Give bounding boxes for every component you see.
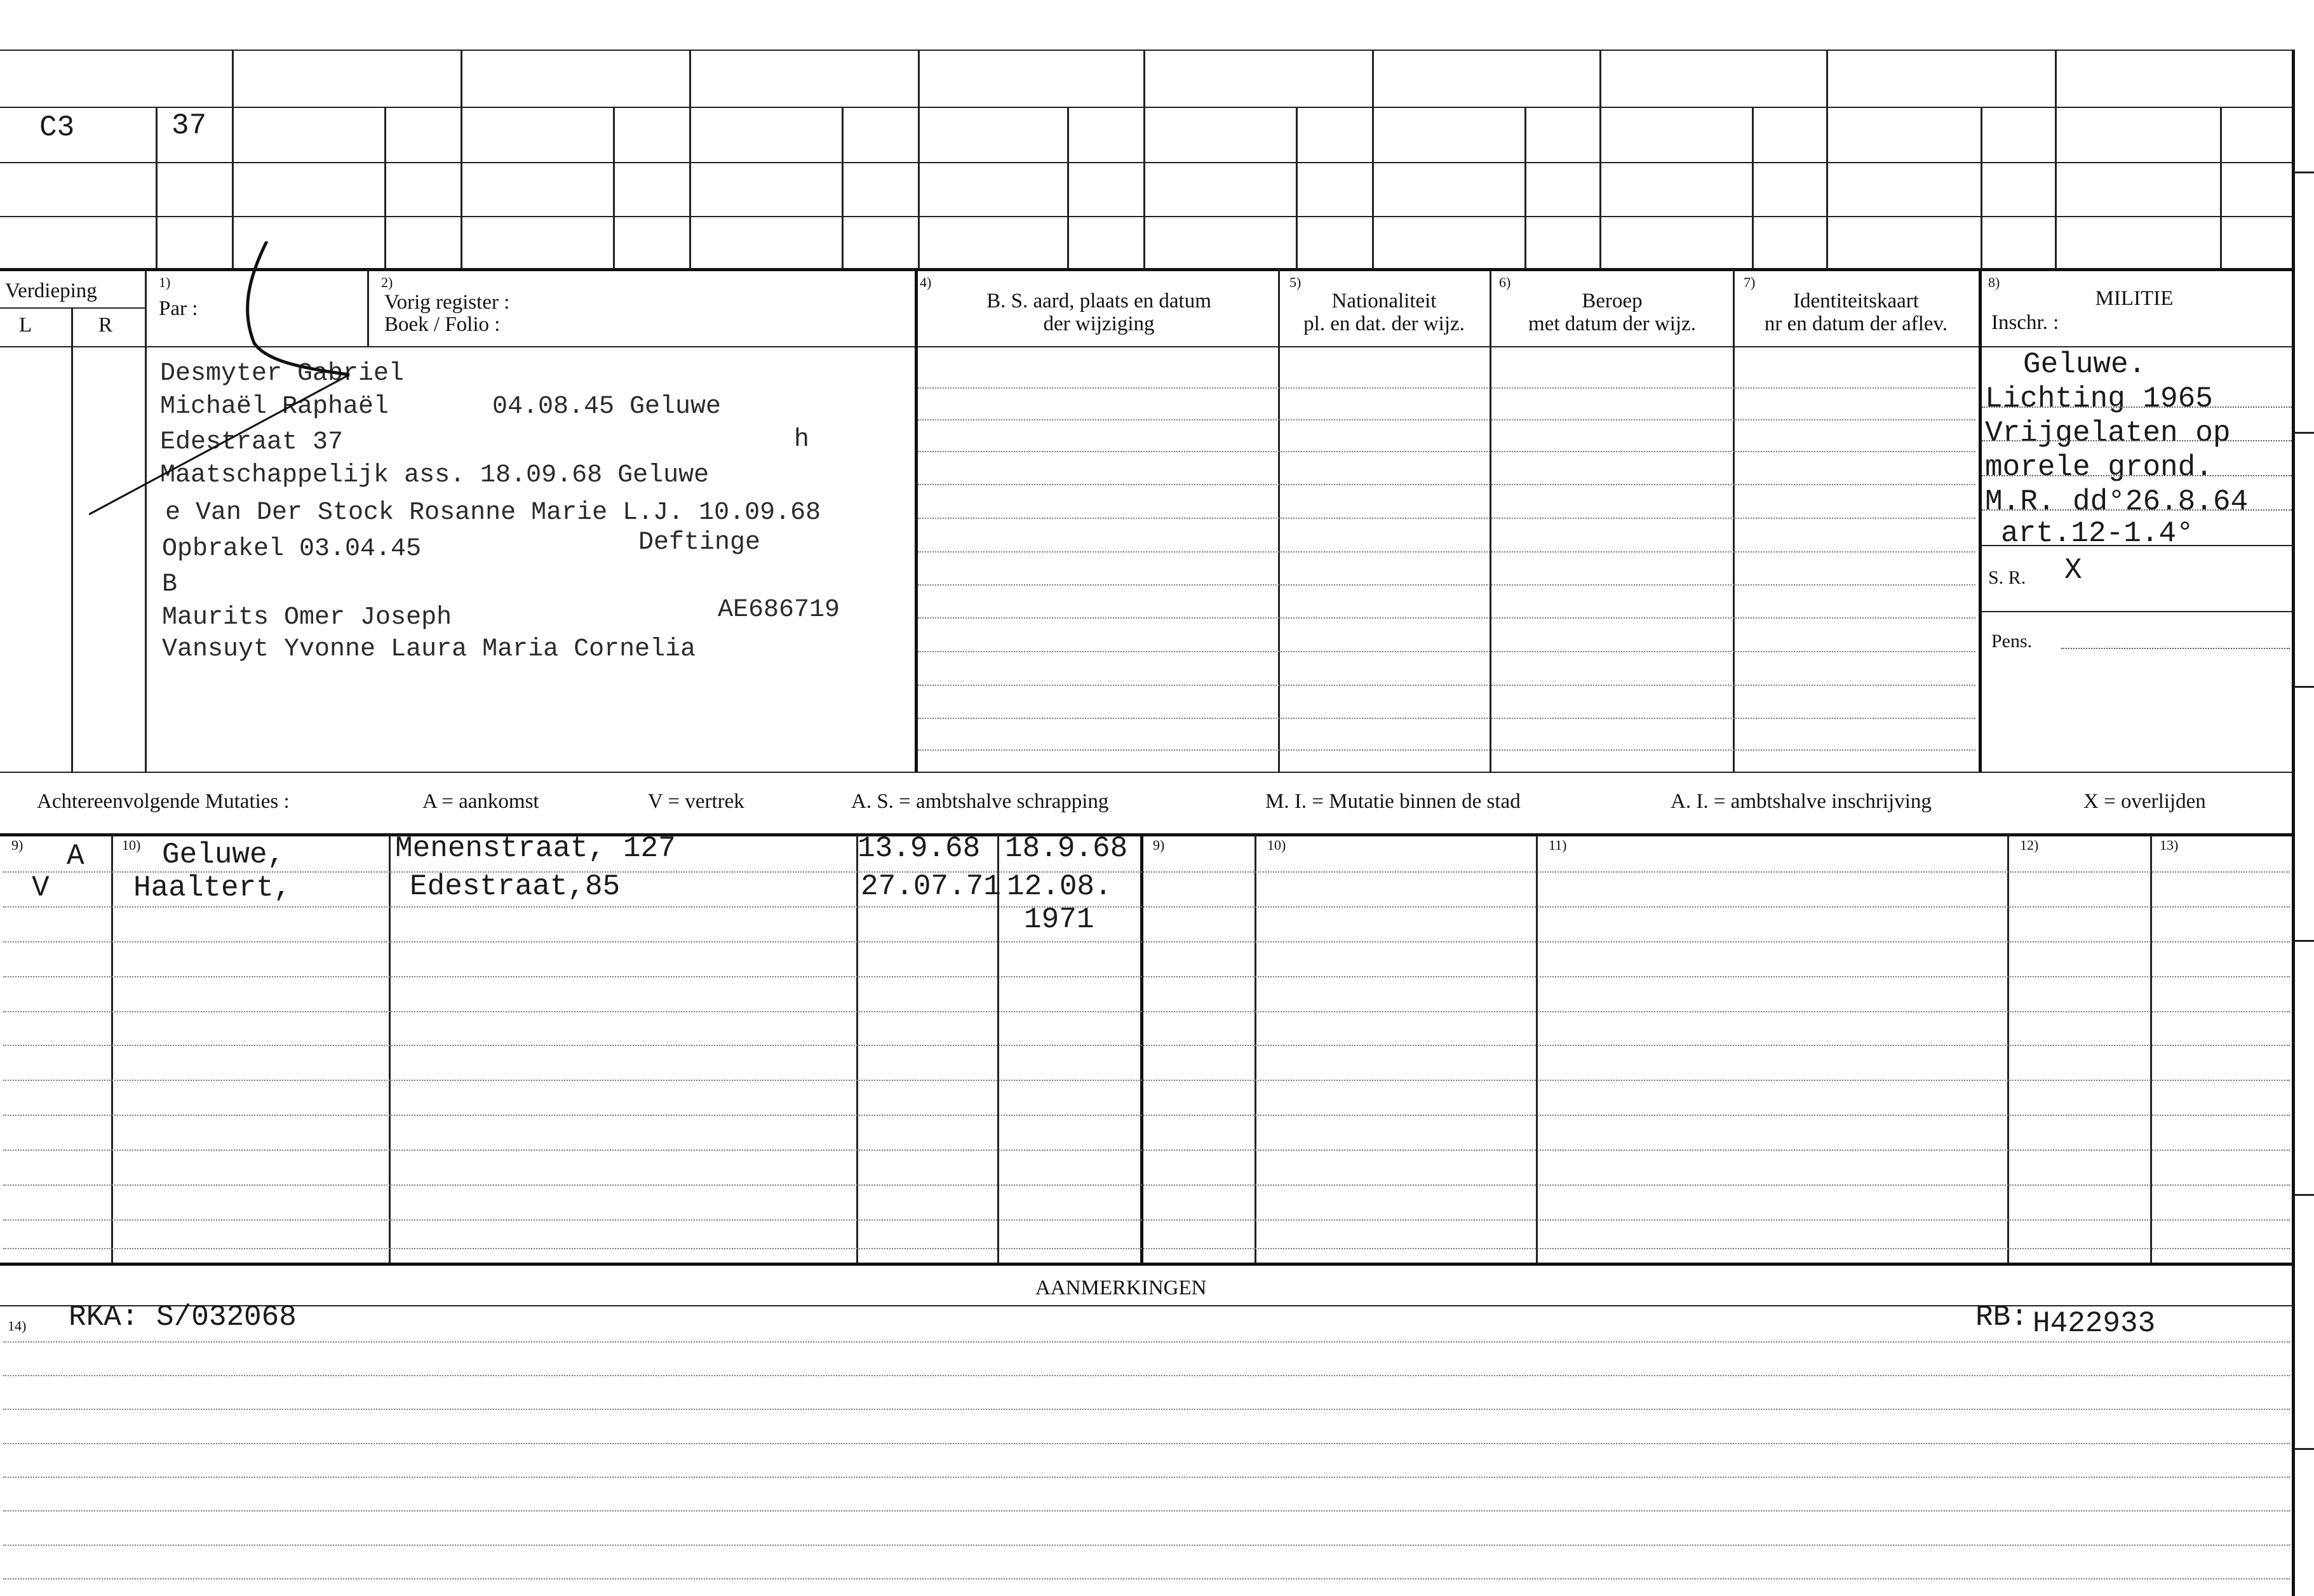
aanm-number-14: 14) <box>8 1318 27 1334</box>
par-label: Par : <box>159 297 198 320</box>
col-divider <box>1490 270 1491 773</box>
person-father: Maurits Omer Joseph <box>162 603 452 632</box>
dotted-rule <box>918 387 1975 389</box>
militie-rule <box>1982 545 2292 546</box>
grid-vline <box>232 51 234 269</box>
field-number-8: 8) <box>1988 274 2000 290</box>
grid-vline <box>1826 51 1828 269</box>
bs-header-line2: der wijziging <box>1043 312 1155 335</box>
mutations-top-line <box>0 833 2293 836</box>
militie-mr: M.R. dd°26.8.64 <box>1985 485 2249 518</box>
rb-value: H422933 <box>2033 1307 2156 1340</box>
boek-folio-label: Boek / Folio : <box>384 313 501 336</box>
beroep-header: Beroep <box>1582 290 1643 312</box>
aanmerkingen-title: AANMERKINGEN <box>1035 1277 1207 1299</box>
grid-vline <box>1981 107 1982 269</box>
mut-row2-place: Haaltert, <box>133 871 292 904</box>
militie-vrijgelaten: Vrijgelaten op <box>1985 417 2231 450</box>
mut-dotted-rule <box>3 1115 2290 1116</box>
dotted-rule <box>918 749 1975 751</box>
verdieping-label: Verdieping <box>5 279 97 302</box>
person-mark-b: B <box>162 570 178 599</box>
grid-vline <box>918 51 920 269</box>
mut-col-divider <box>856 835 858 1263</box>
mut-row2-date2-year: 1971 <box>1024 903 1094 936</box>
mut-col-divider <box>389 835 391 1263</box>
grid-vline <box>1599 51 1601 269</box>
field-number-4: 4) <box>920 274 932 290</box>
mut-dotted-rule <box>3 906 2290 908</box>
person-mark-h: h <box>794 426 810 454</box>
dotted-rule <box>918 617 1975 619</box>
militie-lichting: Lichting 1965 <box>1985 382 2213 415</box>
col-divider <box>915 270 918 773</box>
aanm-dotted-rule <box>3 1578 2290 1579</box>
edge-tick <box>2294 1194 2314 1196</box>
militie-rule <box>1982 406 2292 408</box>
top-border <box>0 50 2293 51</box>
person-address: Edestraat 37 <box>160 428 344 457</box>
sr-label: S. R. <box>1988 567 2026 588</box>
field-number-6: 6) <box>1499 274 1511 290</box>
col-l-r-divider <box>71 307 73 772</box>
dotted-rule <box>918 551 1975 553</box>
mut-col-divider <box>1140 835 1143 1263</box>
mut-col-divider <box>1536 835 1538 1263</box>
mut-row2-date2: 12.08. <box>1007 870 1112 903</box>
grid-vline <box>689 51 691 269</box>
sr-value: X <box>2064 554 2082 587</box>
aanm-dotted-rule <box>3 1545 2290 1546</box>
edge-tick <box>2294 432 2314 434</box>
dotted-rule <box>918 419 1975 420</box>
nationaliteit-header: Nationaliteit <box>1331 290 1437 312</box>
mut-dotted-rule <box>3 1184 2290 1186</box>
dotted-rule <box>918 518 1975 519</box>
dotted-rule <box>918 685 1975 686</box>
dotted-rule <box>918 451 1975 452</box>
person-spouse: e Van Der Stock Rosanne Marie L.J. 10.09.68 <box>165 499 821 527</box>
grid-vline <box>1067 107 1069 269</box>
legend-vertrek: V = vertrek <box>648 790 744 813</box>
mut-row2-address: Edestraat,85 <box>410 870 621 903</box>
grid-vline <box>613 107 615 269</box>
edge-tick <box>2294 686 2314 688</box>
col-divider <box>1733 270 1735 773</box>
mut-dotted-rule <box>3 976 2290 977</box>
mut-dotted-rule <box>3 1011 2290 1012</box>
grid-vline <box>1143 51 1145 269</box>
person-mother: Vansuyt Yvonne Laura Maria Cornelia <box>162 635 696 664</box>
field-number-5: 5) <box>1289 274 1302 290</box>
legend-top-line <box>0 772 2293 773</box>
r-label: R <box>98 314 113 337</box>
code-37: 37 <box>172 109 207 142</box>
grid-vline <box>2055 51 2057 269</box>
nationaliteit-sub: pl. en dat. der wijz. <box>1303 312 1465 335</box>
edge-tick <box>2294 940 2314 942</box>
pens-rule <box>2061 648 2290 649</box>
top-grid-line <box>0 162 2293 163</box>
mut-row1-address: Menenstraat, 127 <box>395 832 676 865</box>
inschr-label: Inschr. : <box>1991 311 2059 334</box>
bs-header-line1: B. S. aard, plaats en datum <box>986 290 1211 312</box>
mut-dotted-rule <box>3 1248 2290 1249</box>
field-number-2: 2) <box>381 274 393 290</box>
top-grid-line <box>0 107 2293 108</box>
beroep-sub: met datum der wijz. <box>1528 312 1696 335</box>
militie-rule <box>1982 475 2292 476</box>
pens-label: Pens. <box>1991 631 2033 652</box>
mut-number-10: 10) <box>122 837 141 853</box>
code-c3: C3 <box>39 111 75 144</box>
mut-col-divider <box>2150 835 2152 1263</box>
mut-number-13: 13) <box>2160 837 2179 853</box>
person-id-number: AE686719 <box>718 596 840 624</box>
mut-dotted-rule <box>3 1219 2290 1221</box>
mut-dotted-rule <box>3 1080 2290 1081</box>
mut-row2-date1: 27.07.71 <box>861 870 1001 903</box>
mut-col-divider <box>1255 835 1256 1263</box>
militie-header: MILITIE <box>2095 287 2174 310</box>
aanm-dotted-rule <box>3 1409 2290 1410</box>
mut-dotted-rule <box>3 1045 2290 1046</box>
grid-vline <box>2220 107 2222 269</box>
right-edge <box>2292 50 2295 1596</box>
col-divider <box>1979 270 1982 773</box>
legend-schrapping: A. S. = ambtshalve schrapping <box>851 790 1109 813</box>
field-number-7: 7) <box>1744 274 1756 290</box>
identiteitskaart-sub: nr en datum der aflev. <box>1764 312 1948 335</box>
field-number-1: 1) <box>159 274 171 290</box>
legend-inschrijving: A. I. = ambtshalve inschrijving <box>1671 790 1932 813</box>
grid-vline <box>842 107 844 269</box>
l-label: L <box>19 314 32 337</box>
mut-number-9b: 9) <box>1153 837 1165 853</box>
mut-col-divider <box>111 835 113 1263</box>
top-grid-line <box>0 216 2293 217</box>
dotted-rule <box>918 584 1975 586</box>
mut-row1-date2: 18.9.68 <box>1005 832 1128 865</box>
vorig-register-label: Vorig register : <box>384 291 510 314</box>
identiteitskaart-header: Identiteitskaart <box>1793 290 1919 312</box>
person-spouse-place: Deftinge <box>638 528 761 557</box>
rka-number: RKA: S/032068 <box>69 1301 297 1334</box>
aanm-dotted-rule <box>3 1443 2290 1444</box>
mut-row1-date1: 13.9.68 <box>858 832 981 865</box>
person-birth: 04.08.45 Geluwe <box>492 392 722 421</box>
mut-col-divider <box>2007 835 2009 1263</box>
dotted-rule <box>918 651 1975 652</box>
dotted-rule <box>918 718 1975 719</box>
militie-place: Geluwe. <box>2023 348 2146 381</box>
militie-rule <box>1982 611 2292 612</box>
mut-number-11: 11) <box>1549 837 1567 853</box>
legend-aankomst: A = aankomst <box>422 790 539 813</box>
col-divider <box>1278 270 1280 773</box>
mut-dotted-rule <box>3 871 2290 873</box>
dotted-rule <box>918 484 1975 485</box>
legend-overlijden: X = overlijden <box>2083 790 2206 813</box>
mut-row1-place: Geluwe, <box>162 838 285 871</box>
mutations-bottom-line <box>0 1263 2293 1266</box>
person-surname: Desmyter Gabriel <box>160 359 405 388</box>
handwritten-strike-icon <box>89 241 419 521</box>
mut-row1-type: A <box>67 840 84 873</box>
aanm-dotted-rule <box>3 1375 2290 1376</box>
grid-vline <box>461 51 462 269</box>
militie-rule <box>1982 509 2292 511</box>
militie-rule <box>1982 440 2292 441</box>
militie-art: art.12-1.4° <box>2001 517 2194 550</box>
grid-vline <box>1752 107 1754 269</box>
grid-vline <box>1296 107 1298 269</box>
edge-tick <box>2294 171 2314 173</box>
mut-number-12: 12) <box>2020 837 2039 853</box>
person-spouse-birth: Opbrakel 03.04.45 <box>162 535 422 563</box>
person-first-names: Michaël Raphaël <box>160 392 389 421</box>
legend-title: Achtereenvolgende Mutaties : <box>37 790 290 813</box>
edge-tick <box>2294 1448 2314 1450</box>
mut-dotted-rule <box>3 1150 2290 1151</box>
militie-grond: morele grond. <box>1985 451 2213 484</box>
mut-number-10b: 10) <box>1267 837 1286 853</box>
aanm-dotted-rule <box>3 1477 2290 1478</box>
mut-row2-type: V <box>32 871 50 904</box>
rb-label: RB: <box>1975 1301 2028 1334</box>
aanm-line <box>0 1305 2293 1306</box>
grid-vline <box>1372 51 1374 269</box>
aanm-dotted-rule <box>3 1341 2290 1343</box>
aanm-dotted-rule <box>3 1510 2290 1512</box>
legend-mutatie: M. I. = Mutatie binnen de stad <box>1265 790 1521 813</box>
grid-vline <box>1524 107 1526 269</box>
mut-dotted-rule <box>3 941 2290 942</box>
person-profession: Maatschappelijk ass. 18.09.68 Geluwe <box>160 461 710 490</box>
mut-number-9: 9) <box>11 837 24 853</box>
